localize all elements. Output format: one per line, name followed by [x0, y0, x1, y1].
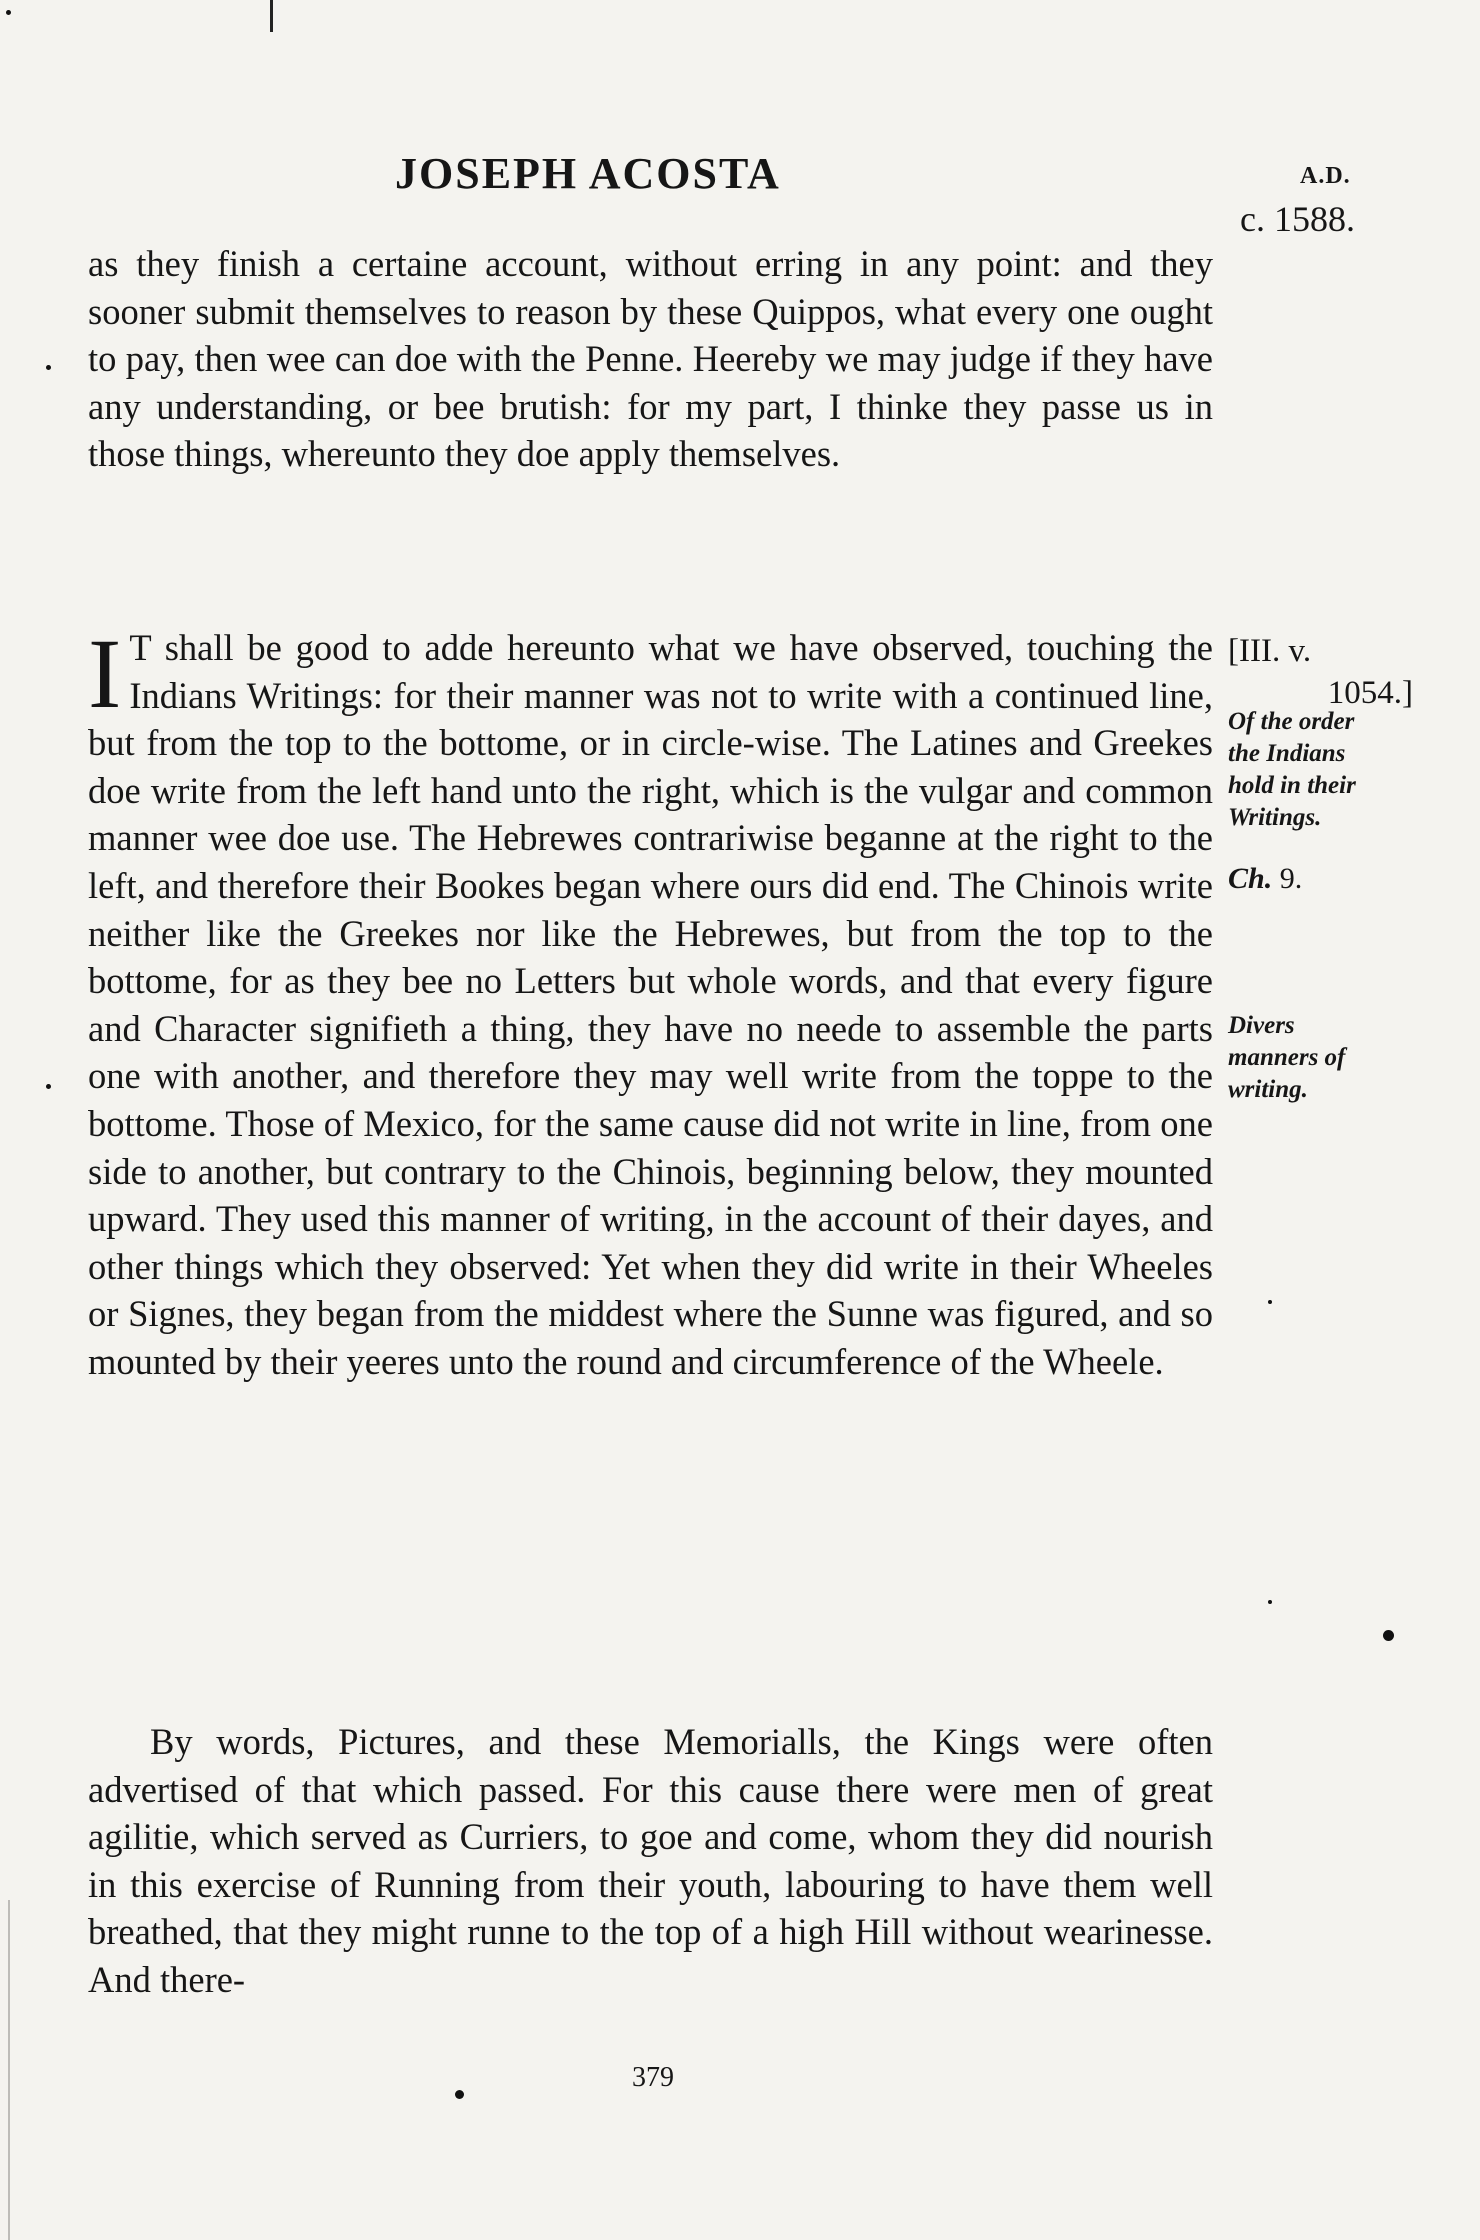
- chapter-number: 9.: [1279, 862, 1303, 895]
- scan-speck: [46, 1084, 51, 1089]
- paragraph-1: as they finish a certaine account, without erring in any point: and they sooner submit themselves to reason by these Quippos, what every one ought to pay, then wee can doe with the Penne. Heereby we may judge if they have any understanding, or bee brutish: for my part, I thinke they passe us in those things, whereunto they doe apply themselves.: [88, 243, 1213, 475]
- scan-speck: [1383, 1630, 1394, 1641]
- scan-speck: [46, 365, 51, 370]
- side-note-line: Of the order: [1228, 708, 1355, 735]
- paragraph-3: By words, Pictures, and these Memorialls, the Kings were often advertised of that which passed. For this cause there were men of great agilitie, which served as Curriers, to goe and come, whom they did nourish in this exercise of Running from their youth, labouring to have them well breathed, that they might runne to the top of a high Hill without wearinesse. And there-: [88, 1721, 1213, 2000]
- page-number: 379: [632, 2062, 674, 2093]
- scan-speck: [1268, 1600, 1272, 1604]
- side-note-line: Divers: [1228, 1012, 1295, 1039]
- scan-edge-line: [8, 1900, 10, 2240]
- margin-reference-line-1: [III. v.: [1228, 633, 1312, 669]
- side-note-line: the Indians: [1228, 740, 1346, 767]
- side-note-manners-of-writing: [1228, 1010, 1345, 1106]
- chapter-note: [1228, 862, 1302, 896]
- side-note-line: Writings.: [1228, 804, 1322, 831]
- chapter-label: Ch.: [1228, 862, 1273, 895]
- running-head-era: A.D.: [1300, 163, 1351, 189]
- scan-speck: [6, 10, 11, 15]
- side-note-line: hold in their: [1228, 772, 1356, 799]
- side-note-order-of-writing: [1228, 706, 1356, 834]
- scan-speck: [455, 2090, 464, 2099]
- margin-reference-line-2: 1054.]: [1327, 675, 1413, 711]
- drop-cap: I: [88, 618, 122, 729]
- scan-speck: [1268, 1300, 1272, 1304]
- running-head-title: JOSEPH ACOSTA: [395, 149, 781, 198]
- side-note-line: manners of: [1228, 1044, 1346, 1071]
- scan-artifact-mark: [270, 0, 273, 32]
- margin-reference: [1228, 630, 1413, 714]
- paragraph-2-text: T shall be good to adde hereunto what we have observed, touching the Indians Writings: for their manner was not to write with a continued line, but from the top to the bottome, or in circle-wise. The Latines and Greekes doe write from the left hand unto the right, which is the vulgar and common manner wee doe use. The Hebrewes contrariwise beganne at the right to the left, and therefore their Bookes began where ours did end. The Chinois write neither like the Greekes nor like the Hebrewes, but from the top to the bottome, for as they bee no Letters but whole words, and that every figure and Character signifieth a thing, they have no neede to assemble the parts one with another, and therefore they may well write from the toppe to the bottome. Those of Mexico, for the same cause did not write in line, from one side to another, but contrary to the Chinois, beginning below, they mounted upward. They used this manner of writing, in the account of their dayes, and other things which they observed: Yet when they did write in their Wheeles or Signes, they began from the middest where the Sunne was figured, and so mounted by their yeeres unto the round and circumference of the Wheele.: [88, 627, 1213, 1382]
- paragraph-2: [88, 618, 1213, 1386]
- side-note-line: writing.: [1228, 1076, 1308, 1103]
- running-head-date: c. 1588.: [1240, 199, 1355, 239]
